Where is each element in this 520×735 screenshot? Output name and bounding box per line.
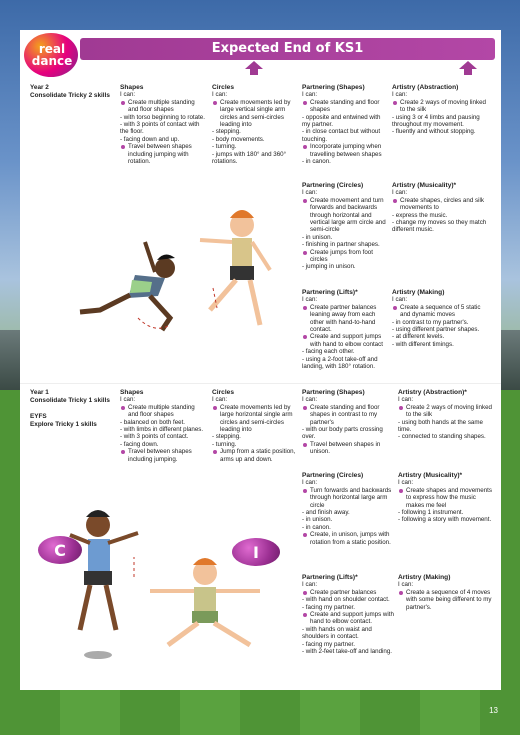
sub-item: - fluently and without stopping. [392, 128, 476, 136]
block-intro: I can: [212, 396, 228, 404]
block-intro: I can: [302, 581, 318, 589]
sub-item: - turning. [212, 440, 237, 448]
eyfs-level: Explore Tricky 1 skills [30, 421, 97, 428]
block-heading: Shapes [120, 389, 144, 396]
year-2-level: Consolidate Tricky 2 skills [30, 92, 110, 99]
block-intro: I can: [120, 91, 136, 99]
sub-item: - jumping in unison. [302, 263, 356, 271]
ks1-partnering-lifts-block [302, 289, 390, 370]
sub-item: - using a 2-foot take-off and landing, with 180° rotation. [302, 355, 378, 371]
bullet-item: Incorporate jumping when travelling between shapes [302, 143, 390, 158]
y1-shapes-block [120, 389, 206, 463]
sub-item: - using both hands at the same time. [398, 418, 483, 434]
sub-item: - body movements. [212, 135, 265, 143]
block-intro: I can: [302, 91, 318, 99]
block-intro: I can: [398, 479, 414, 487]
year-label [30, 84, 110, 100]
bullet-item: Travel between shapes including jumping. [120, 448, 206, 463]
sub-item: - connected to standing shapes. [398, 433, 486, 441]
block-heading: Artistry (Musicality)* [398, 472, 463, 479]
letter-i-bubble: I [232, 538, 280, 566]
sub-item: - with different timings. [392, 340, 454, 348]
sub-item: - with 3 points of contact with the floor. [120, 121, 200, 136]
bullet-item: Create multiple standing and floor shapes [120, 404, 206, 419]
sub-item: - in unison. [302, 516, 333, 524]
block-heading: Partnering (Shapes) [302, 389, 365, 396]
sub-item: - with hands on waist and shoulders in contact. [302, 625, 372, 641]
sub-item: - at different levels. [392, 333, 445, 341]
block-heading: Circles [212, 84, 234, 91]
bullet-item: Create movements led by large horizontal single arm circles and semi-circles leading into [212, 404, 300, 434]
block-heading: Artistry (Making) [392, 289, 445, 296]
ks1-circles-block [212, 84, 300, 165]
sub-item: - using different partner shapes. [392, 326, 480, 334]
sub-item: - facing my partner. [302, 603, 355, 611]
sub-item: - with our body parts crossing over. [302, 426, 383, 441]
sub-item: - in unison. [302, 233, 333, 241]
block-intro: I can: [302, 189, 318, 197]
ks1-artistry-abstraction-block [392, 84, 492, 136]
block-intro: I can: [398, 581, 414, 589]
sub-item: - in close contact but without touching. [302, 128, 381, 143]
block-heading: Partnering (Lifts)* [302, 574, 358, 581]
logo-line-2: dance [31, 54, 73, 68]
sub-item: - stepping. [212, 128, 241, 136]
bullet-item: Create jumps from foot circles [302, 249, 390, 264]
year-1-label: Year 1 [30, 389, 49, 396]
letter-c-bubble: C [38, 536, 82, 564]
sub-item: - facing each other. [302, 348, 355, 356]
y1-circles-block [212, 389, 300, 463]
ks1-partnering-shapes-block [302, 84, 390, 165]
sub-item: - with limbs in different planes. [120, 426, 204, 434]
bullet-item: Travel between shapes including jumping with rotation. [120, 143, 206, 165]
page-title: Expected End of KS1 [211, 41, 364, 56]
y1-artistry-making-block [398, 574, 494, 611]
block-intro: I can: [398, 396, 414, 404]
block-heading: Partnering (Shapes) [302, 84, 365, 91]
boy-dancer [200, 210, 270, 325]
bullet-item: Create, in unison, jumps with rotation from a static position. [302, 531, 394, 546]
block-heading: Artistry (Abstraction) [392, 84, 459, 91]
sub-item: - and finish away. [302, 509, 350, 517]
boy-dancer-running [150, 558, 260, 645]
page-number: 13 [489, 706, 498, 715]
sub-item: - jumps with 180° and 360° rotations. [212, 150, 287, 166]
block-heading: Partnering (Circles) [302, 472, 364, 479]
block-intro: I can: [302, 296, 318, 304]
sub-item: - facing my partner. [302, 640, 355, 648]
section-divider [20, 383, 501, 384]
bullet-item: Create 2 ways of moving linked to the silk [398, 404, 494, 419]
sub-item: - change my moves so they match different music. [392, 219, 487, 234]
sub-item: - balanced on both feet. [120, 418, 186, 426]
block-intro: I can: [120, 396, 136, 404]
bullet-item: Create and support jumps with hand to elbow contact [302, 333, 390, 348]
sub-item: - using 3 or 4 limbs and pausing throughout my movement. [392, 113, 480, 129]
bullet-item: Create a sequence of 4 moves with some being different to my partner's. [398, 589, 494, 611]
sub-item: - following a story with movement. [398, 516, 492, 524]
y1-partnering-shapes-block [302, 389, 394, 456]
logo-line-1: real [38, 42, 66, 56]
bullet-item: Turn forwards and backwards through horizontal large arm circle [302, 487, 394, 509]
bullet-item: Create movement and turn forwards and backwards through horizontal and vertical large arm circle and semi-circle [302, 197, 390, 234]
bullet-item: Create partner balances [302, 589, 394, 596]
children-dancers-illustration [60, 495, 290, 675]
sub-item: - following 1 instrument. [398, 509, 464, 517]
sub-item: - opposite and entwined with my partner. [302, 113, 381, 129]
block-heading: Shapes [120, 84, 144, 91]
sub-item: - with torso beginning to rotate. [120, 113, 205, 121]
girl-dancer-jumping [70, 510, 138, 659]
block-intro: I can: [392, 296, 408, 304]
title-banner [80, 38, 495, 60]
year-1-level: Consolidate Tricky 1 skills [30, 397, 110, 404]
ks1-artistry-musicality-block [392, 182, 492, 234]
year-label [30, 389, 110, 429]
sub-item: - finishing in partner shapes. [302, 241, 380, 249]
block-heading: Artistry (Abstraction)* [398, 389, 467, 396]
block-heading: Artistry (Making) [398, 574, 451, 581]
bullet-item: Create partner balances leaning away from each other with hand-to-hand contact. [302, 304, 390, 334]
bullet-item: Jump from a static position, arms up and down. [212, 448, 300, 463]
sub-item: - with 2-feet take-off and landing. [302, 648, 393, 656]
bullet-item: Create shapes, circles and silk movements to [392, 197, 492, 212]
sub-item: - with hand on shoulder contact. [302, 596, 390, 604]
eyfs-label: EYFS [30, 413, 47, 420]
block-intro: I can: [212, 91, 228, 99]
block-heading: Circles [212, 389, 234, 396]
bullet-item: Create 2 ways of moving linked to the silk [392, 99, 492, 114]
block-intro: I can: [392, 189, 408, 197]
y1-artistry-musicality-block [398, 472, 494, 524]
ks1-artistry-making-block [392, 289, 492, 348]
bullet-item: Create standing and floor shapes [302, 99, 390, 114]
ks1-partnering-circles-block [302, 182, 390, 271]
block-heading: Partnering (Lifts)* [302, 289, 358, 296]
block-intro: I can: [302, 479, 318, 487]
sub-item: - in contrast to my partner's. [392, 318, 469, 326]
sub-item: - facing down. [120, 440, 159, 448]
sub-item: - stepping. [212, 433, 241, 441]
y1-partnering-circles-block [302, 472, 394, 546]
sub-item: - express the music. [392, 211, 448, 219]
sub-item: - with 3 points of contact. [120, 433, 189, 441]
bullet-item: Create a sequence of 5 static and dynamic moves [392, 304, 492, 319]
block-heading: Partnering (Circles) [302, 182, 364, 189]
ks1-shapes-block [120, 84, 206, 165]
girl-dancer [80, 242, 175, 330]
bullet-item: Create standing and floor shapes in contrast to my partner's [302, 404, 394, 426]
sub-item: - facing down and up. [120, 135, 180, 143]
dancers-illustration [60, 200, 300, 350]
sub-item: - turning. [212, 143, 237, 151]
sub-item: - in canon. [302, 523, 331, 531]
block-intro: I can: [302, 396, 318, 404]
year-2-label: Year 2 [30, 84, 49, 91]
real-dance-logo [24, 33, 78, 77]
bullet-item: Travel between shapes in unison. [302, 441, 394, 456]
bullet-item: Create shapes and movements to express how the music makes me feel [398, 487, 494, 509]
y1-artistry-abstraction-block [398, 389, 494, 441]
bullet-item: Create movements led by large vertical single arm circles and semi-circles leading into [212, 99, 300, 129]
bullet-item: Create and support jumps with hand to elbow contact. [302, 611, 394, 626]
block-heading: Artistry (Musicality)* [392, 182, 457, 189]
block-intro: I can: [392, 91, 408, 99]
sub-item: - in canon. [302, 158, 331, 166]
bullet-item: Create multiple standing and floor shapes [120, 99, 206, 114]
y1-partnering-lifts-block [302, 574, 394, 655]
